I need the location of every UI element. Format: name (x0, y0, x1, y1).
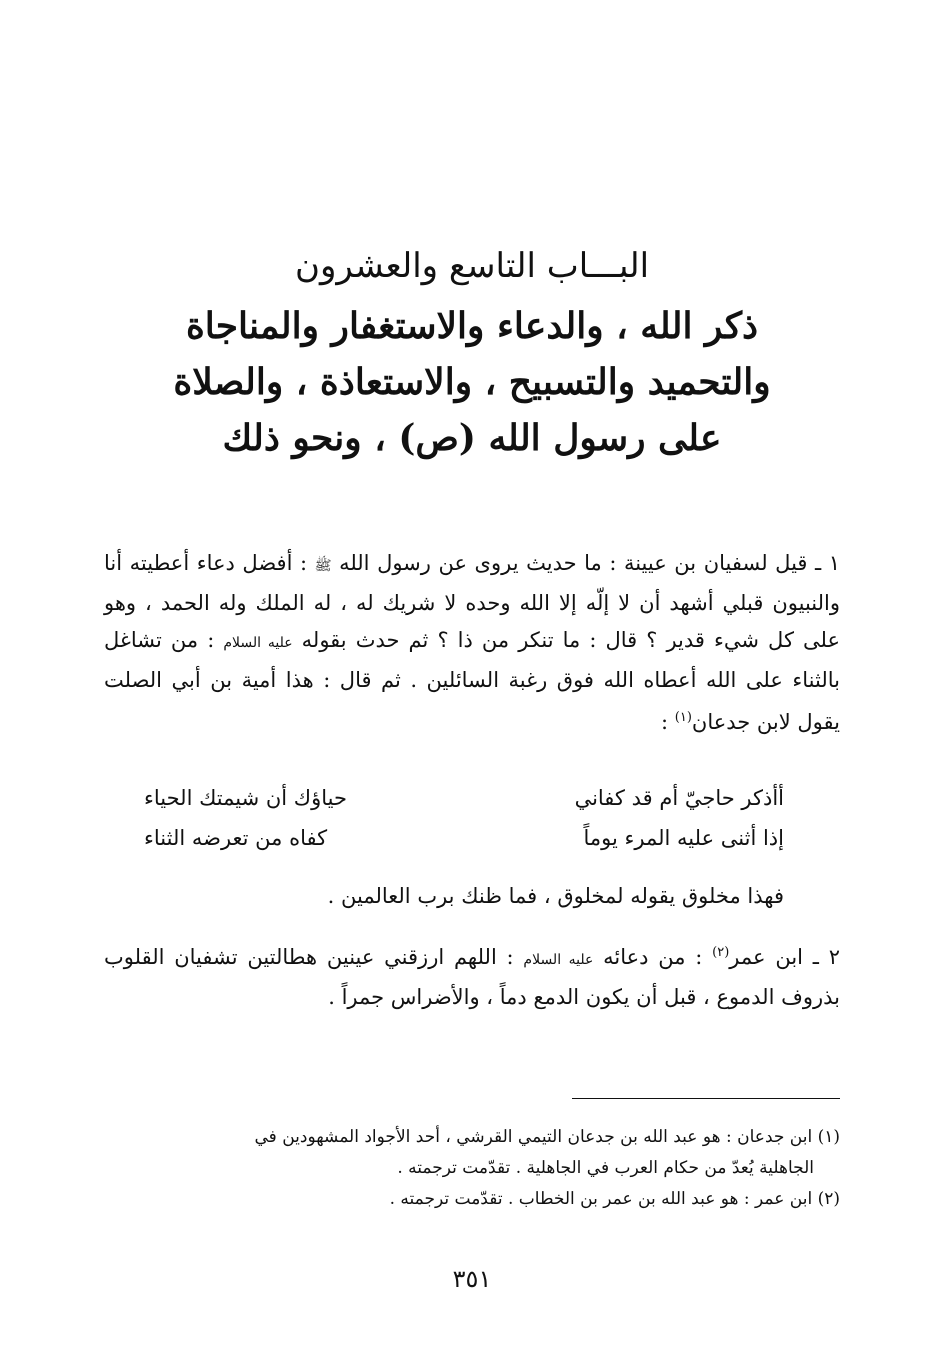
paragraph-2-text-a: ٢ ـ ابن عمر (729, 945, 840, 969)
footnote-ref-2: (٢) (712, 945, 730, 960)
poem-verse-1 (144, 778, 784, 818)
paragraph-1-text-c: : من تشاغل بالثناء على الله أعطاه الله فوق رغبة السائلين . ثم قال : هذا أمية بن أبي الصلت يقول لابن جدعان (104, 628, 840, 734)
paragraph-2-text-b: : من دعائه (593, 945, 713, 969)
chapter-title-line-2: والتحميد والتسبيح ، والاستعاذة ، والصلاة (173, 361, 771, 403)
hemistich-second: حياؤك أن شيمتك الحياء (144, 786, 347, 810)
page-number: ٣٥١ (452, 1265, 492, 1293)
chapter-title-line-1: ذكر الله ، والدعاء والاستغفار والمناجاة (185, 305, 759, 347)
footnote-ref-1: (١) (674, 710, 692, 725)
hemistich-first: أأذكر حاجيّ أم قد كفاني (574, 786, 784, 810)
paragraph-2-text-c: : اللهم ارزقني عينين هطالتين تشفيان القلوب بذروف الدموع ، قبل أن يكون الدمع دماً ، والأضراس جمراً . (104, 945, 840, 1009)
footnotes (104, 1122, 840, 1215)
honorific-symbol: عليه السلام (523, 952, 594, 968)
poem-conclusion: فهذا مخلوق يقوله لمخلوق ، فما ظنك برب العالمين . (327, 884, 784, 908)
footnote-divider (572, 1098, 840, 1099)
paragraph-1-text-d: : (661, 710, 675, 734)
honorific-symbol: ﷺ (314, 558, 332, 574)
footnote-2: (٢) ابن عمر : هو عبد الله بن عمر بن الخطاب . تقدّمت ترجمته . (389, 1189, 840, 1209)
footnote-1-continuation: الجاهلية يُعدّ من حكام العرب في الجاهلية . تقدّمت ترجمته . (397, 1158, 814, 1178)
hemistich-second: كفاه من تعرضه الثناء (144, 826, 328, 850)
chapter-label: البـــاب التاسع والعشرون (294, 246, 650, 286)
paragraph-1-text-b: : أفضل دعاء أعطيته أنا والنبيون قبلي أشهد أن لا إلّه إلا الله وحده لا شريك له ، له الملك وله الحمد ، وهو على كل شيء قدير ؟ قال : ما تنكر من ذا ؟ ثم حدث بقوله (104, 551, 841, 652)
chapter-title-line-3: على رسول الله (ص) ، ونحو ذلك (222, 417, 722, 459)
paragraph-1-text-a: ١ ـ قيل لسفيان بن عيينة : ما حديث يروى عن رسول الله (331, 551, 840, 575)
poem-verse-2 (144, 818, 784, 858)
hemistich-first: إذا أثنى عليه المرء يوماً (583, 826, 784, 850)
paragraph-2 (104, 934, 840, 1016)
footnote-1: (١) ابن جدعان : هو عبد الله بن جدعان التيمي القرشي ، أحد الأجواد المشهودين في (254, 1127, 840, 1147)
poem (144, 778, 784, 858)
honorific-symbol: عليه السلام (223, 635, 293, 651)
paragraph-1 (104, 545, 840, 741)
chapter-title (0, 298, 944, 466)
